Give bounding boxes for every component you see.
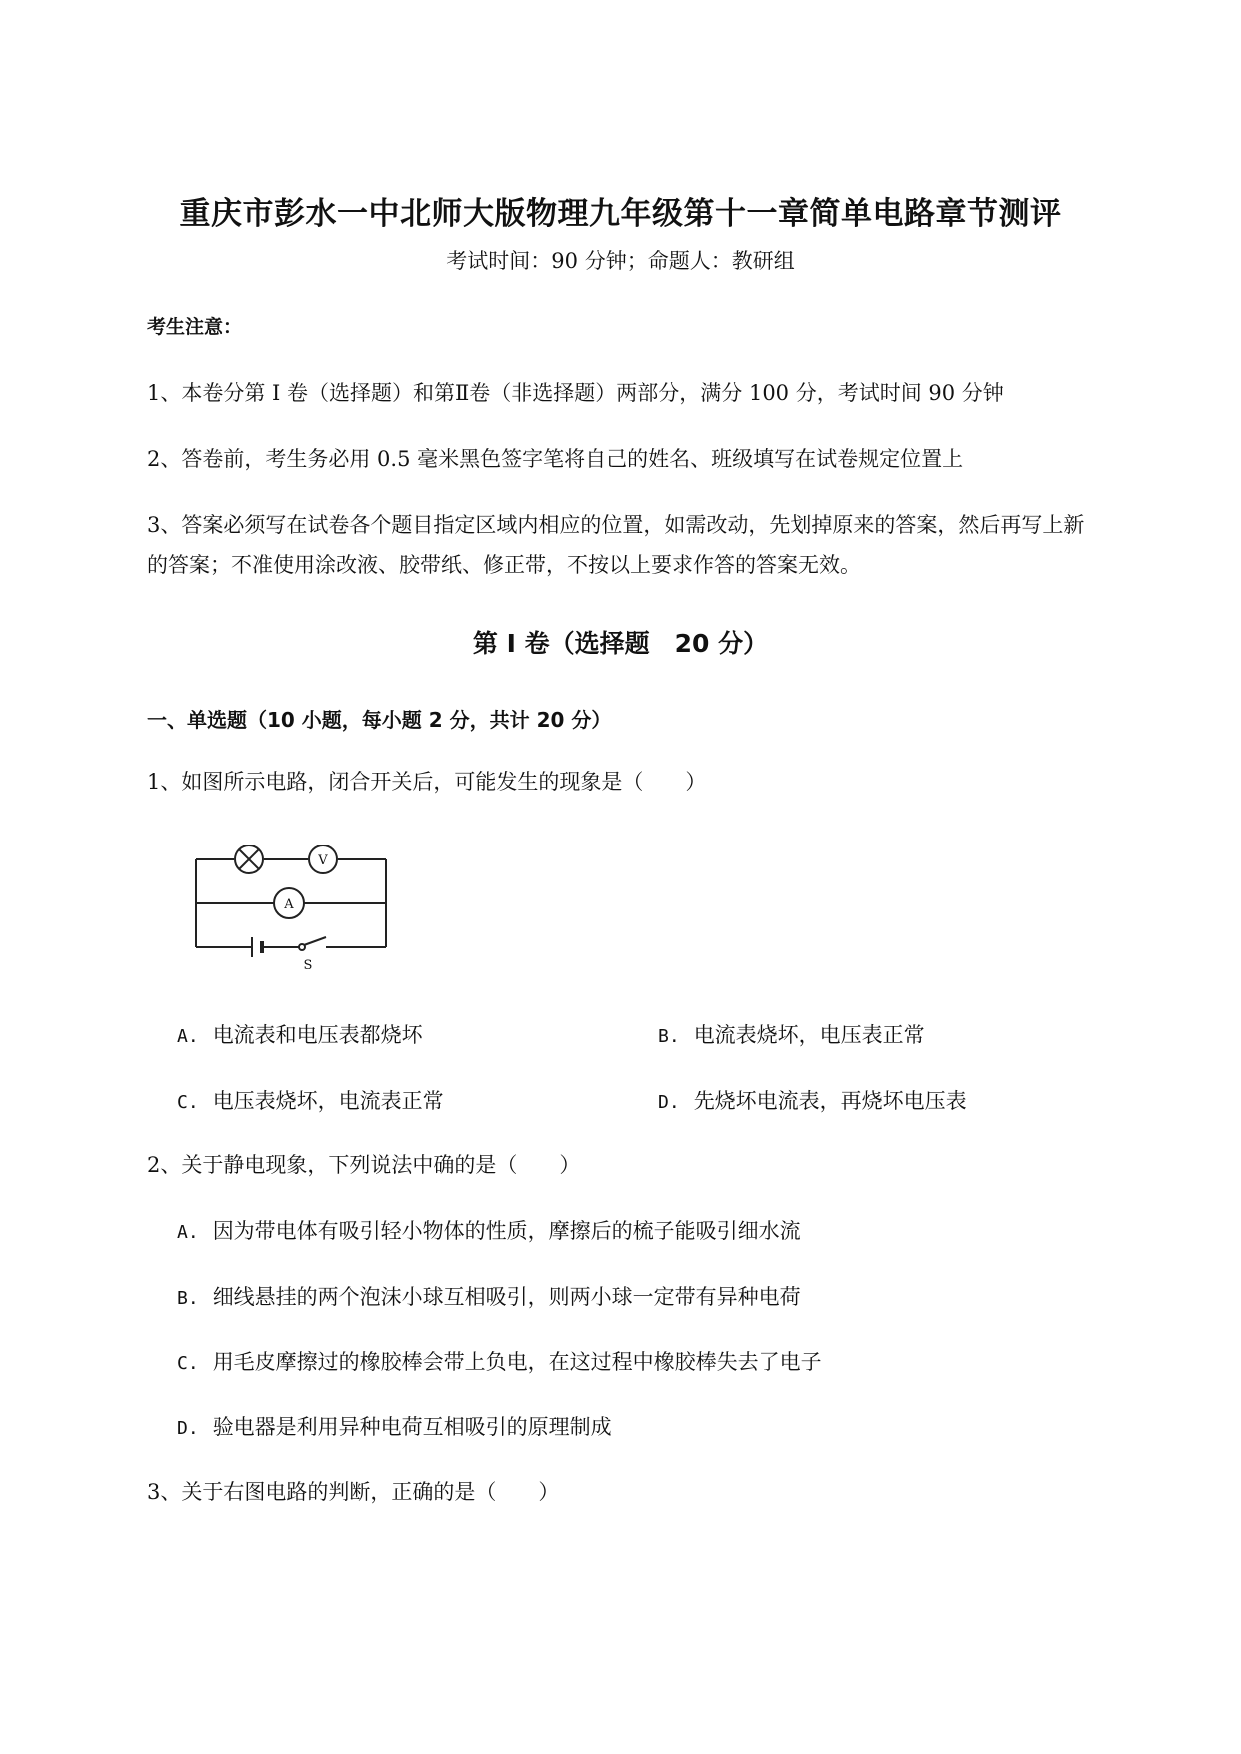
option-letter: B.	[177, 1288, 199, 1309]
q2-option-c[interactable]	[177, 1346, 822, 1376]
notice-item-1: 1、本卷分第 I 卷（选择题）和第Ⅱ卷（非选择题）两部分，满分 100 分，考试时间 90 分钟	[147, 381, 1004, 405]
option-letter: A.	[177, 1026, 199, 1047]
option-text: 电流表烧坏，电压表正常	[693, 1023, 925, 1047]
switch-label: S	[303, 958, 313, 973]
ammeter-label: A	[284, 897, 294, 912]
question-3-stem: 3、关于右图电路的判断，正确的是（ ）	[147, 1480, 560, 1504]
option-letter: D.	[658, 1092, 680, 1113]
switch-icon	[299, 937, 326, 973]
option-letter: B.	[658, 1026, 680, 1047]
ammeter-icon	[274, 888, 304, 918]
q2-option-a[interactable]	[177, 1215, 801, 1245]
voltmeter-label: V	[318, 853, 328, 868]
page-title: 重庆市彭水一中北师大版物理九年级第十一章简单电路章节测评	[179, 196, 1062, 232]
option-letter: C.	[177, 1092, 199, 1113]
section-title: 第 I 卷（选择题 20 分）	[472, 629, 769, 658]
circuit-diagram	[190, 845, 400, 975]
option-text: 因为带电体有吸引轻小物体的性质，摩擦后的梳子能吸引细水流	[212, 1219, 801, 1243]
exam-info: 考试时间：90 分钟；命题人：教研组	[446, 249, 795, 273]
option-letter: D.	[177, 1418, 199, 1439]
option-text: 电流表和电压表都烧坏	[212, 1023, 423, 1047]
q2-option-d[interactable]	[177, 1411, 612, 1441]
option-text: 验电器是利用异种电荷互相吸引的原理制成	[212, 1415, 612, 1439]
notice-item-3-continued: 的答案；不准使用涂改液、胶带纸、修正带，不按以上要求作答的答案无效。	[147, 553, 861, 577]
option-text: 细线悬挂的两个泡沫小球互相吸引，则两小球一定带有异种电荷	[212, 1285, 801, 1309]
option-text: 用毛皮摩擦过的橡胶棒会带上负电，在这过程中橡胶棒失去了电子	[212, 1350, 822, 1374]
q1-option-a[interactable]	[177, 1019, 423, 1049]
lamp-icon	[235, 845, 263, 873]
q1-option-d[interactable]	[658, 1085, 967, 1115]
notice-item-3: 3、答案必须写在试卷各个题目指定区域内相应的位置，如需改动，先划掉原来的答案，然后再写上新	[147, 513, 1085, 537]
q1-option-c[interactable]	[177, 1085, 444, 1115]
notice-item-2: 2、答卷前，考生务必用 0.5 毫米黑色签字笔将自己的姓名、班级填写在试卷规定位置上	[147, 447, 964, 471]
question-2-stem: 2、关于静电现象，下列说法中确的是（ ）	[147, 1153, 581, 1177]
notice-heading: 考生注意：	[147, 316, 243, 338]
option-letter: A.	[177, 1222, 199, 1243]
option-text: 电压表烧坏，电流表正常	[212, 1089, 444, 1113]
option-text: 先烧坏电流表，再烧坏电压表	[693, 1089, 967, 1113]
option-letter: C.	[177, 1353, 199, 1374]
part-heading: 一、单选题（10 小题，每小题 2 分，共计 20 分）	[147, 708, 612, 732]
q1-option-b[interactable]	[658, 1019, 925, 1049]
voltmeter-icon	[309, 845, 337, 873]
q2-option-b[interactable]	[177, 1281, 801, 1311]
battery-icon	[252, 937, 262, 957]
question-1-stem: 1、如图所示电路，闭合开关后，可能发生的现象是（ ）	[147, 770, 707, 794]
